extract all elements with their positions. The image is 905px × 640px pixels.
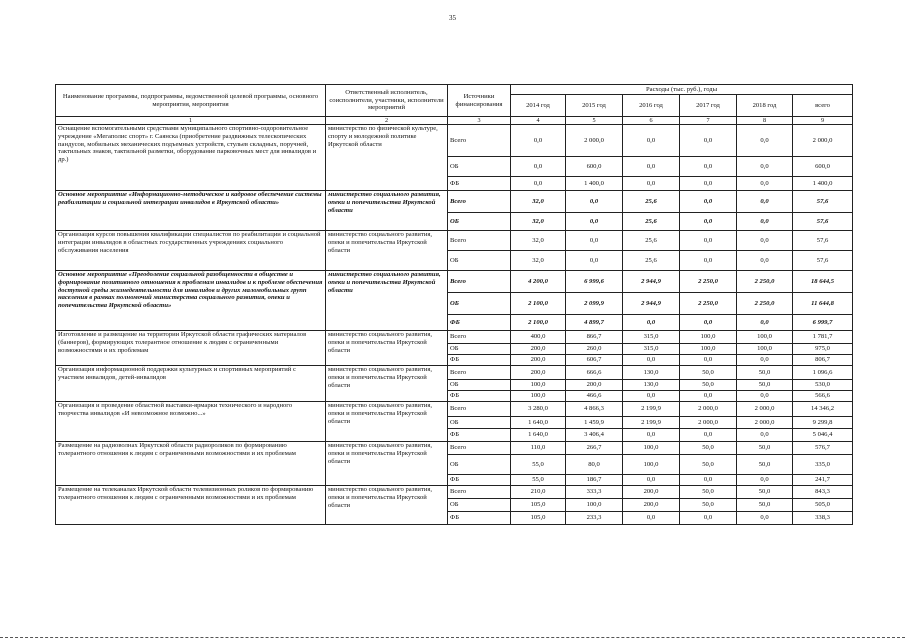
amount-cell: 2 000,0 <box>680 402 737 417</box>
total-cell: 975,0 <box>793 344 853 355</box>
amount-cell: 0,0 <box>737 125 793 157</box>
amount-cell: 50,0 <box>680 455 737 475</box>
header-year-2018: 2018 год <box>737 95 793 117</box>
total-cell: 6 999,7 <box>793 315 853 331</box>
total-cell: 338,3 <box>793 512 853 525</box>
funding-source-cell: ОБ <box>448 380 511 391</box>
amount-cell: 2 100,0 <box>511 315 566 331</box>
table-row <box>56 331 853 344</box>
amount-cell: 186,7 <box>566 475 623 486</box>
header-expenses: Расходы (тыс. руб.), годы <box>511 85 853 95</box>
amount-cell: 2 250,0 <box>680 271 737 293</box>
funding-source-cell: ФБ <box>448 177 511 191</box>
amount-cell: 130,0 <box>623 380 680 391</box>
amount-cell: 0,0 <box>737 315 793 331</box>
column-index: 8 <box>737 117 793 125</box>
amount-cell: 0,0 <box>511 157 566 177</box>
table-row <box>56 486 853 499</box>
amount-cell: 0,0 <box>680 512 737 525</box>
column-index: 9 <box>793 117 853 125</box>
amount-cell: 100,0 <box>737 344 793 355</box>
amount-cell: 2 199,9 <box>623 402 680 417</box>
funding-source-cell: ФБ <box>448 315 511 331</box>
table-row <box>56 366 853 380</box>
amount-cell: 100,0 <box>680 331 737 344</box>
amount-cell: 0,0 <box>623 475 680 486</box>
funding-source-cell: ОБ <box>448 344 511 355</box>
amount-cell: 2 944,9 <box>623 293 680 315</box>
total-cell: 530,0 <box>793 380 853 391</box>
funding-source-cell: ФБ <box>448 475 511 486</box>
amount-cell: 200,0 <box>511 366 566 380</box>
amount-cell: 4 200,0 <box>511 271 566 293</box>
funding-source-cell: ОБ <box>448 251 511 271</box>
funding-source-cell: Всего <box>448 402 511 417</box>
total-cell: 335,0 <box>793 455 853 475</box>
amount-cell: 2 944,9 <box>623 271 680 293</box>
table-row <box>56 191 853 213</box>
amount-cell: 333,3 <box>566 486 623 499</box>
amount-cell: 0,0 <box>623 429 680 442</box>
executor-cell: министерство социального развития, опеки и попечительства Иркутской области <box>326 191 448 231</box>
amount-cell: 50,0 <box>680 442 737 455</box>
amount-cell: 0,0 <box>566 191 623 213</box>
total-cell: 600,0 <box>793 157 853 177</box>
activity-name: Оснащение вспомогательными средствами муниципального спортивно-оздоровительное учреждение «Мегаполис спорт» г. Саянска (приобретение раздвижных телескопических пандусов, мобильных механических подъемных устройств, стульев складных, поручней, тактильных знаков, тактильной разметки, оборудование парковочных мест для инвалидов и др.) <box>56 125 326 191</box>
amount-cell: 32,0 <box>511 231 566 251</box>
total-cell: 5 046,4 <box>793 429 853 442</box>
amount-cell: 0,0 <box>680 177 737 191</box>
total-cell: 1 781,7 <box>793 331 853 344</box>
funding-source-cell: ФБ <box>448 391 511 402</box>
amount-cell: 0,0 <box>680 191 737 213</box>
amount-cell: 0,0 <box>680 213 737 231</box>
amount-cell: 0,0 <box>566 213 623 231</box>
amount-cell: 0,0 <box>737 429 793 442</box>
amount-cell: 110,0 <box>511 442 566 455</box>
amount-cell: 100,0 <box>511 391 566 402</box>
funding-source-cell: ОБ <box>448 417 511 429</box>
activity-name: Организация информационной поддержки культурных и спортивных мероприятий с участием инвалидов, детей-инвалидов <box>56 366 326 402</box>
amount-cell: 0,0 <box>566 231 623 251</box>
amount-cell: 1 400,0 <box>566 177 623 191</box>
amount-cell: 266,7 <box>566 442 623 455</box>
total-cell: 2 000,0 <box>793 125 853 157</box>
table-row <box>56 442 853 455</box>
table-row <box>56 231 853 251</box>
total-cell: 576,7 <box>793 442 853 455</box>
amount-cell: 0,0 <box>737 355 793 366</box>
total-cell: 9 299,8 <box>793 417 853 429</box>
amount-cell: 25,6 <box>623 251 680 271</box>
funding-source-cell: Всего <box>448 442 511 455</box>
activity-name: Размещение на телеканалах Иркутской области телевизионных роликов по формированию толерантного отношения к людям с ограниченными возможностями и их проблемам <box>56 486 326 525</box>
amount-cell: 200,0 <box>623 486 680 499</box>
amount-cell: 50,0 <box>680 366 737 380</box>
header-total: всего <box>793 95 853 117</box>
total-cell: 1 400,0 <box>793 177 853 191</box>
funding-source-cell: Всего <box>448 331 511 344</box>
amount-cell: 200,0 <box>511 344 566 355</box>
amount-cell: 32,0 <box>511 213 566 231</box>
total-cell: 57,6 <box>793 191 853 213</box>
funding-source-cell: Всего <box>448 231 511 251</box>
funding-source-cell: ОБ <box>448 455 511 475</box>
amount-cell: 2 250,0 <box>680 293 737 315</box>
amount-cell: 105,0 <box>511 512 566 525</box>
amount-cell: 4 866,3 <box>566 402 623 417</box>
amount-cell: 50,0 <box>680 486 737 499</box>
amount-cell: 2 000,0 <box>737 402 793 417</box>
amount-cell: 0,0 <box>623 355 680 366</box>
amount-cell: 200,0 <box>511 355 566 366</box>
amount-cell: 315,0 <box>623 344 680 355</box>
amount-cell: 0,0 <box>623 125 680 157</box>
activity-name: Размещение на радиоволнах Иркутской области радиороликов по формированию толерантного отношения к людям с ограниченными возможностями и их проблемам <box>56 442 326 486</box>
column-index: 7 <box>680 117 737 125</box>
amount-cell: 0,0 <box>511 125 566 157</box>
amount-cell: 0,0 <box>737 231 793 251</box>
column-index-row <box>56 117 853 125</box>
amount-cell: 0,0 <box>623 512 680 525</box>
amount-cell: 3 406,4 <box>566 429 623 442</box>
executor-cell: министерство социального развития, опеки и попечительства Иркутской области <box>326 271 448 331</box>
activity-name: Основное мероприятие «Информационно-методическое и кадровое обеспечение системы реабилитации и социальной интеграции инвалидов в Иркутской области» <box>56 191 326 231</box>
header-name: Наименование программы, подпрограммы, ведомственной целевой программы, основного мероприятия, мероприятия <box>56 85 326 117</box>
amount-cell: 0,0 <box>680 125 737 157</box>
amount-cell: 25,6 <box>623 213 680 231</box>
amount-cell: 0,0 <box>737 213 793 231</box>
amount-cell: 0,0 <box>680 391 737 402</box>
amount-cell: 0,0 <box>680 429 737 442</box>
amount-cell: 2 100,0 <box>511 293 566 315</box>
amount-cell: 200,0 <box>623 499 680 512</box>
amount-cell: 0,0 <box>680 315 737 331</box>
amount-cell: 105,0 <box>511 499 566 512</box>
funding-source-cell: Всего <box>448 191 511 213</box>
amount-cell: 0,0 <box>737 191 793 213</box>
header-year-2014: 2014 год <box>511 95 566 117</box>
amount-cell: 25,6 <box>623 231 680 251</box>
column-index: 3 <box>448 117 511 125</box>
activity-name: Организация курсов повышения квалификации специалистов по реабилитации и социальной интеграции инвалидов в областных государственных учреждениях социального обслуживания населения <box>56 231 326 271</box>
amount-cell: 200,0 <box>566 380 623 391</box>
funding-source-cell: Всего <box>448 486 511 499</box>
amount-cell: 100,0 <box>511 380 566 391</box>
amount-cell: 0,0 <box>511 177 566 191</box>
total-cell: 505,0 <box>793 499 853 512</box>
amount-cell: 0,0 <box>737 157 793 177</box>
executor-cell: министерство социального развития, опеки и попечительства Иркутской области <box>326 366 448 402</box>
total-cell: 57,6 <box>793 231 853 251</box>
amount-cell: 466,6 <box>566 391 623 402</box>
header-source: Источники финансирования <box>448 85 511 117</box>
amount-cell: 6 999,6 <box>566 271 623 293</box>
amount-cell: 400,0 <box>511 331 566 344</box>
amount-cell: 606,7 <box>566 355 623 366</box>
amount-cell: 2 000,0 <box>737 417 793 429</box>
amount-cell: 666,6 <box>566 366 623 380</box>
funding-source-cell: Всего <box>448 125 511 157</box>
total-cell: 843,3 <box>793 486 853 499</box>
amount-cell: 0,0 <box>680 157 737 177</box>
executor-cell: министерство социального развития, опеки и попечительства Иркутской области <box>326 331 448 366</box>
funding-source-cell: ОБ <box>448 157 511 177</box>
total-cell: 566,6 <box>793 391 853 402</box>
page-bottom-rule <box>0 637 905 638</box>
amount-cell: 0,0 <box>680 251 737 271</box>
funding-source-cell: ФБ <box>448 429 511 442</box>
activity-name: Организация и проведение областной выставки-ярмарки технического и народного творчества инвалидов «И невозможное возможно...» <box>56 402 326 442</box>
amount-cell: 1 640,0 <box>511 429 566 442</box>
amount-cell: 50,0 <box>737 486 793 499</box>
total-cell: 11 644,8 <box>793 293 853 315</box>
amount-cell: 50,0 <box>737 442 793 455</box>
amount-cell: 0,0 <box>680 475 737 486</box>
amount-cell: 233,3 <box>566 512 623 525</box>
header-year-2017: 2017 год <box>680 95 737 117</box>
executor-cell: министерство социального развития, опеки и попечительства Иркутской области <box>326 402 448 442</box>
amount-cell: 866,7 <box>566 331 623 344</box>
amount-cell: 0,0 <box>623 391 680 402</box>
amount-cell: 100,0 <box>680 344 737 355</box>
total-cell: 57,6 <box>793 213 853 231</box>
amount-cell: 2 250,0 <box>737 271 793 293</box>
total-cell: 18 644,5 <box>793 271 853 293</box>
amount-cell: 50,0 <box>737 455 793 475</box>
amount-cell: 0,0 <box>737 391 793 402</box>
amount-cell: 2 000,0 <box>680 417 737 429</box>
header-year-2016: 2016 год <box>623 95 680 117</box>
amount-cell: 1 459,9 <box>566 417 623 429</box>
total-cell: 241,7 <box>793 475 853 486</box>
amount-cell: 1 640,0 <box>511 417 566 429</box>
column-index: 1 <box>56 117 326 125</box>
table-row <box>56 402 853 417</box>
amount-cell: 4 899,7 <box>566 315 623 331</box>
amount-cell: 50,0 <box>737 366 793 380</box>
amount-cell: 2 000,0 <box>566 125 623 157</box>
table-body <box>56 125 853 525</box>
amount-cell: 80,0 <box>566 455 623 475</box>
amount-cell: 130,0 <box>623 366 680 380</box>
funding-source-cell: ОБ <box>448 293 511 315</box>
amount-cell: 50,0 <box>737 380 793 391</box>
funding-source-cell: ОБ <box>448 213 511 231</box>
amount-cell: 100,0 <box>566 499 623 512</box>
amount-cell: 0,0 <box>737 512 793 525</box>
amount-cell: 315,0 <box>623 331 680 344</box>
amount-cell: 3 280,0 <box>511 402 566 417</box>
amount-cell: 32,0 <box>511 251 566 271</box>
funding-source-cell: Всего <box>448 271 511 293</box>
amount-cell: 2 250,0 <box>737 293 793 315</box>
amount-cell: 0,0 <box>680 231 737 251</box>
amount-cell: 0,0 <box>623 177 680 191</box>
amount-cell: 2 099,9 <box>566 293 623 315</box>
column-index: 5 <box>566 117 623 125</box>
amount-cell: 0,0 <box>623 157 680 177</box>
amount-cell: 0,0 <box>737 475 793 486</box>
amount-cell: 260,0 <box>566 344 623 355</box>
funding-source-cell: Всего <box>448 366 511 380</box>
amount-cell: 55,0 <box>511 455 566 475</box>
header-executor: Ответственный исполнитель, соисполнители, участники, исполнители мероприятий <box>326 85 448 117</box>
funding-source-cell: ФБ <box>448 512 511 525</box>
activity-name: Изготовление и размещение на территории Иркутской области графических материалов (баннеров), формирующих толерантное отношение к людям с ограниченными возможностями и их проблемам <box>56 331 326 366</box>
column-index: 6 <box>623 117 680 125</box>
amount-cell: 0,0 <box>737 177 793 191</box>
budget-table <box>55 84 853 525</box>
amount-cell: 100,0 <box>623 455 680 475</box>
executor-cell: министерство социального развития, опеки и попечительства Иркутской области <box>326 486 448 525</box>
total-cell: 806,7 <box>793 355 853 366</box>
amount-cell: 50,0 <box>680 499 737 512</box>
amount-cell: 32,0 <box>511 191 566 213</box>
total-cell: 57,6 <box>793 251 853 271</box>
amount-cell: 0,0 <box>680 355 737 366</box>
executor-cell: министерство социального развития, опеки и попечительства Иркутской области <box>326 231 448 271</box>
header-year-2015: 2015 год <box>566 95 623 117</box>
amount-cell: 210,0 <box>511 486 566 499</box>
column-index: 4 <box>511 117 566 125</box>
executor-cell: министерство социального развития, опеки и попечительства Иркутской области <box>326 442 448 486</box>
total-cell: 1 096,6 <box>793 366 853 380</box>
amount-cell: 100,0 <box>737 331 793 344</box>
amount-cell: 0,0 <box>737 251 793 271</box>
amount-cell: 55,0 <box>511 475 566 486</box>
amount-cell: 0,0 <box>623 315 680 331</box>
amount-cell: 0,0 <box>566 251 623 271</box>
amount-cell: 2 199,9 <box>623 417 680 429</box>
amount-cell: 600,0 <box>566 157 623 177</box>
total-cell: 14 346,2 <box>793 402 853 417</box>
funding-source-cell: ФБ <box>448 355 511 366</box>
amount-cell: 50,0 <box>680 380 737 391</box>
amount-cell: 50,0 <box>737 499 793 512</box>
executor-cell: министерство по физической культуре, спорту и молодежной политике Иркутской области <box>326 125 448 191</box>
table-row <box>56 271 853 293</box>
amount-cell: 100,0 <box>623 442 680 455</box>
page-number: 35 <box>449 14 456 22</box>
amount-cell: 25,6 <box>623 191 680 213</box>
funding-source-cell: ОБ <box>448 499 511 512</box>
activity-name: Основное мероприятие «Преодоление социальной разобщенности в обществе и формирование позитивного отношения к проблемам инвалидов и к проблеме обеспечения доступной среды жизнедеятельности для инвалидов и других маломобильных групп населения в рамках полномочий министерства социального развития, опеки и попечительства Иркутской области» <box>56 271 326 331</box>
table-row <box>56 125 853 157</box>
column-index: 2 <box>326 117 448 125</box>
